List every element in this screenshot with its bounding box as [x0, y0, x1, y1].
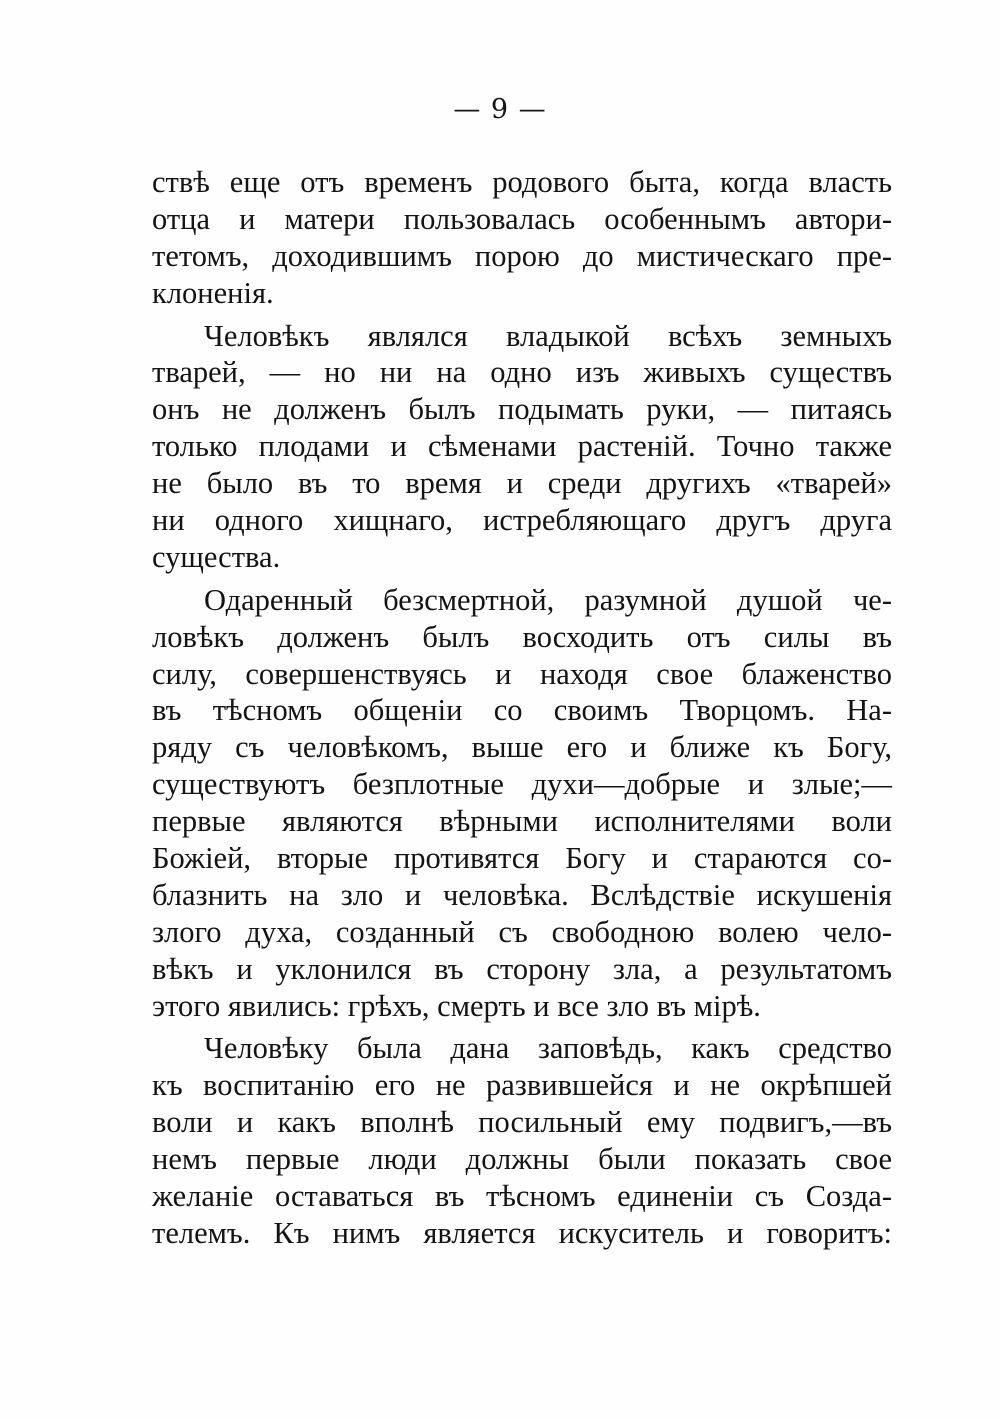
text-line: ловѣкъ долженъ былъ восходить отъ силы въ: [152, 619, 892, 654]
text-line: существа.: [152, 539, 281, 574]
text-line: Божіей, вторые противятся Богу и стараются со-: [152, 841, 892, 876]
text-line: силу, совершенствуясь и находя свое блаженство: [152, 656, 892, 691]
text-line: отца и матери пользовалась особеннымъ автори-: [152, 201, 892, 236]
text-line: Одаренный безсмертной, разумной душой че-: [204, 582, 892, 617]
text-line: вѣкъ и уклонился въ сторону зла, а результатомъ: [152, 951, 892, 986]
text-line: этого явились: грѣхъ, смерть и все зло въ мірѣ.: [152, 988, 761, 1023]
text-line: ни одного хищнаго, истребляющаго другъ друга: [152, 503, 892, 538]
text-line: блазнить на зло и человѣка. Вслѣдствіе искушенія: [152, 877, 892, 912]
paragraph-1: [152, 164, 892, 312]
text-line: ряду съ человѣкомъ, выше его и ближе къ Богу,: [152, 730, 892, 765]
body-text: [152, 164, 892, 1258]
text-line: только плодами и сѣменами растеній. Точно также: [152, 429, 892, 464]
text-line: Человѣку была дана заповѣдь, какъ средство: [204, 1031, 892, 1066]
paragraph-3: [152, 582, 892, 1025]
text-line: первые являются вѣрными исполнителями воли: [152, 804, 892, 839]
text-line: существуютъ безплотные духи—добрые и злые;—: [152, 767, 892, 802]
page-number: — 9 —: [453, 94, 547, 125]
text-line: немъ первые люди должны были показать свое: [152, 1142, 892, 1177]
paragraph-2: [152, 318, 892, 576]
text-line: не было въ то время и среди другихъ «тварей»: [152, 466, 892, 501]
text-line: къ воспитанію его не развившейся и не окрѣпшей: [152, 1068, 892, 1103]
text-line: воли и какъ вполнѣ посильный ему подвигъ,—въ: [152, 1105, 892, 1140]
paragraph-4: [152, 1030, 892, 1251]
text-line: клоненія.: [152, 275, 274, 310]
text-line: злого духа, созданный съ свободною волею чело-: [152, 914, 892, 949]
text-line: ствѣ еще отъ временъ родового быта, когда власть: [152, 165, 892, 199]
text-line: телемъ. Къ нимъ является искуситель и говоритъ:: [152, 1215, 892, 1250]
text-line: Человѣкъ являлся владыкой всѣхъ земныхъ: [204, 318, 892, 353]
text-line: онъ не долженъ былъ подымать руки, — питаясь: [152, 392, 892, 427]
text-line: желаніе оставаться въ тѣсномъ единеніи съ Созда-: [152, 1179, 892, 1214]
text-line: тварей, — но ни на одно изъ живыхъ существъ: [152, 355, 892, 390]
text-line: тетомъ, доходившимъ порою до мистическаго пре-: [152, 238, 892, 273]
text-line: въ тѣсномъ общеніи со своимъ Творцомъ. На-: [152, 693, 892, 728]
